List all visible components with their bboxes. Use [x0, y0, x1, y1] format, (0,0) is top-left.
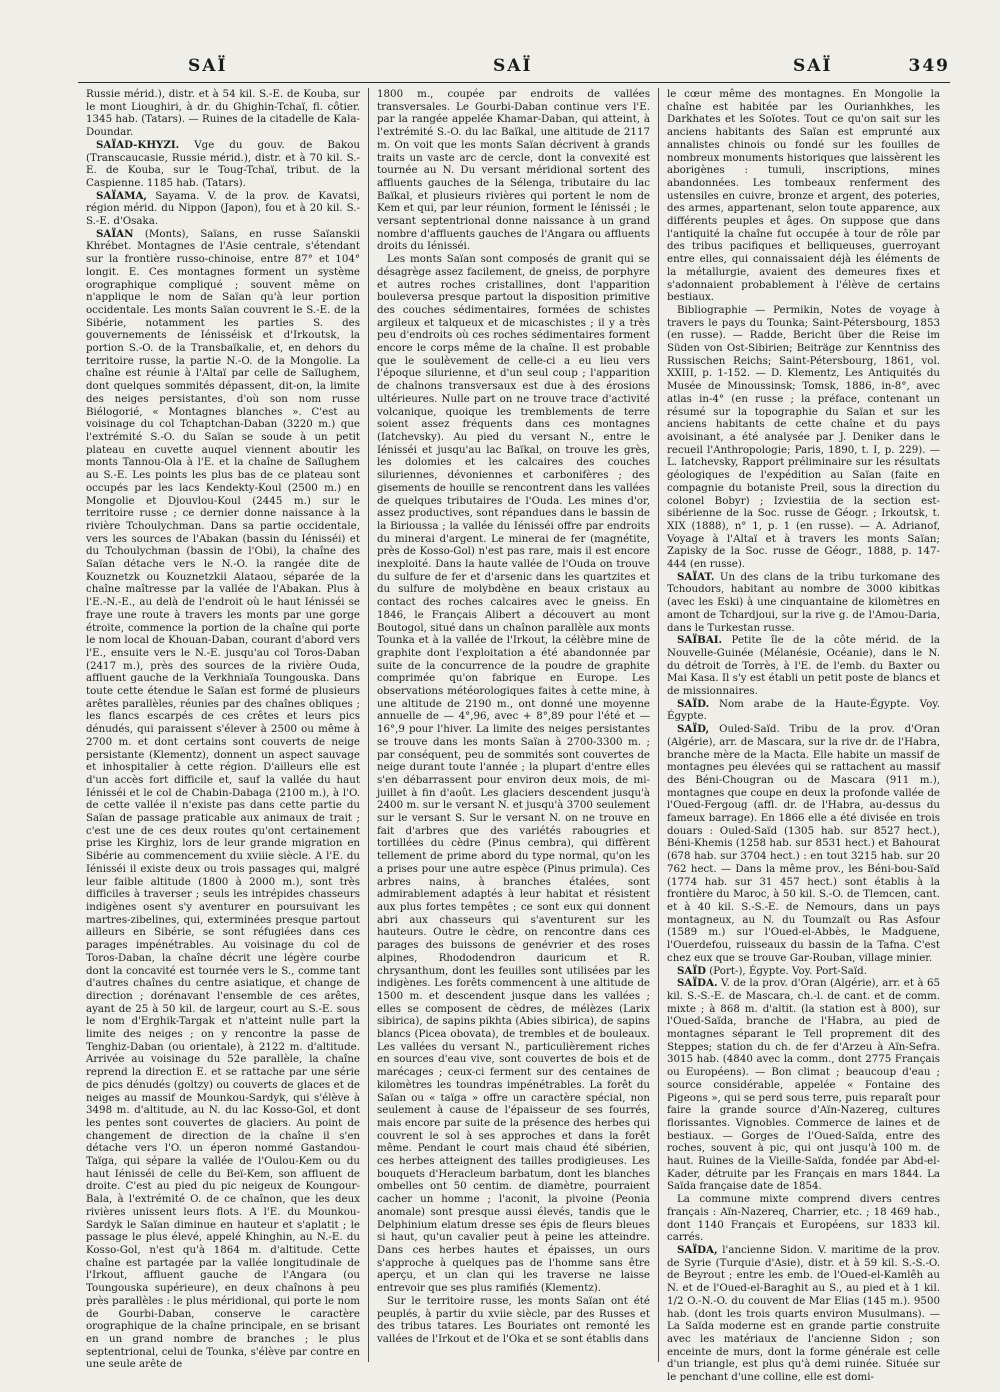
entry-text: V. de la prov. d'Oran (Algérie), arr. et à 65 kil. S.-S.-E. de Mascara, ch.-l. de cant. et de comm. mixte ; à 868 m. d'altit. (la station est à 800), sur l'Oued-Saïda, branche de l'Habra, au pied de montagnes séparant le Tell proprement dit des Steppes; station du ch. de fer d'Arzeu à Aïn-Sefra. 3015 hab. (4840 avec la comm., dont 2775 Français ou Européens). — Bon climat ; beaucoup d'eau ; source considérable, appelée « Fontaine des Pigeons », qui se perd sous terre, puis reparaît pour faire la grande source d'Aïn-Nazereg, cultures florissantes. Vignobles. Commerce de laines et de bestiaux. — Gorges de l'Oued-Saïda, entre des roches, souvent à pic, qui ont jusqu'à 100 m. de haut. Ruines de la Vieille-Saïda, fondée par Abd-el-Kader, détruite par les Français en mars 1844. La Saïda française date de 1854. [667, 977, 940, 1193]
entry-headword: SAÏAN [96, 227, 134, 240]
running-header [78, 52, 950, 83]
entry-headword: SAÏAD-KHYZI. [96, 138, 180, 151]
entry-text: Les monts Saïan sont composés de granit qui se désagrège assez facilement, de gneiss, de porphyre et autres roches cristallines, dont l'apparition bouleversa presque partout la disposition primitive des couches sédimentaires, formées de schistes argileux et talqueux et de micaschistes ; il y a très peu d'endroits où ces roches sédimentaires forment encore le corps même de la chaîne. Il est probable que le soulèvement de celle-ci a eu lieu vers l'époque silurienne, et d'un seul coup ; l'apparition de chaînons transversaux est due à des érosions ultérieures. Nulle part on ne trouve trace d'activité volcanique, quoique les tremblements de terre soient assez fréquents dans ces montagnes (Iatchevsky). Au pied du versant N., entre le Iénisséi et jusqu'au lac Baïkal, on trouve les grès, les dolomies et les calcaires des couches siluriennes, dévoniennes et carbonifères ; des gisements de houille se rencontrent dans les vallées de quelques tributaires de l'Ouda. Les mines d'or, assez productives, sont répandues dans le bassin de la Birioussa ; la vallée du Iénisséi offre par endroits du minerai d'argent. Le minerai de fer (magnétite, près de Kosso-Gol) n'est pas rare, mais il est encore inexploité. Dans la haute vallée de l'Ouda on trouve du sulfure de fer et d'arsenic dans les quartzites et du sulfure de molybdène en beaux cristaux au contact des roches calcaires avec le gneiss. En 1846, le Français Alibert a découvert au mont Boutogol, situé dans un chaînon parallèle aux monts Tounka et à la vallée de l'Irkout, la célèbre mine de graphite dont l'exploitation a été abandonnée par suite de la concurrence de la poudre de graphite comprimée qu'on fabrique en Europe. Les observations météorologiques faites à cette mine, à une altitude de 2190 m., ont donné une moyenne annuelle de — 4°,96, avec + 8°,89 pour l'été et — 16°,9 pour l'hiver. La limite des neiges persistantes se trouve dans les monts Saïan à 2700-3300 m. ; par conséquent, peu de sommités sont couvertes de neige durant toute l'année ; la plupart d'entre elles s'en débarrassent pour environ deux mois, de mi-juillet à fin d'août. Les glaciers descendent jusqu'à 2400 m. sur le versant N. et jusqu'à 3700 seulement sur le versant S. Sur le versant N. on ne trouve en fait d'arbres que des variétés rabougries et tortillées du cèdre (Pinus cembra), qui diffèrent tellement de prime abord du type normal, qu'on les a prises pour une autre espèce (Pinus primula). Ces arbres nains, à branches étalées, sont admirablement adaptés à leur habitat et résistent aux plus fortes tempêtes ; ce sont eux qui donnent abri aux chasseurs qui s'aventurent sur les hauteurs. Outre le cèdre, on rencontre dans ces parages des buissons de genévrier et des roses alpines, Rhododendron dauricum et R. chrysanthum, dont les feuilles sont utilisées par les indigènes. Les forêts commencent à une altitude de 1500 m. et descendent jusque dans les vallées ; elles se composent de cèdres, de mélèzes (Larix sibirica), de sapins pikhta (Abies sibirica), de sapins blancs (Picea obovata), de trembles et de bouleaux. Les vallées du versant N., particulièrement riches en sources d'eau vive, sont couvertes de bois et de marécages ; ceux-ci ferment sur des centaines de kilomètres les toundras impénétrables. La forêt du Saïan ou « taïga » offre un caractère spécial, non seulement à cause de l'épaisseur de ses fourrés, mais encore par suite de la présence des herbes qui couvrent le sol à ses approches et dans la forêt même. Pendant le court mais chaud été sibérien, ces herbes atteignent des tailles prodigieuses. Les bouquets d'Heracleum barbatum, dont les blanches ombelles ont 50 centim. de diamètre, pourraient cacher un homme ; l'aconit, la pivoine (Peonia anomale) sont presque aussi élevés, tandis que le Delphinium elatum dresse ses épis de fleurs bleues si haut, qu'un cavalier peut à peine les atteindre. Dans ces herbes hautes et épaisses, un ours s'approche à quelques pas de l'homme sans être aperçu, et un clan qui les traverse ne laisse entrevoir que ses plus ramifiés (Klementz). [377, 253, 650, 1295]
entry-headword: SAÏDA, [677, 1243, 718, 1256]
entry-headword: SAÏD [677, 964, 707, 977]
entry-paragraph [86, 190, 360, 228]
entry-paragraph [377, 88, 650, 253]
entry-headword: SAÏD, [677, 723, 710, 736]
entry-text: Vge du gouv. de Bakou (Transcaucasie, Russie mérid.), distr. et à 70 kil. S.-E. de Kouba, sur le Toug-Tchaï, tribut. de la Caspienne. 1185 hab. (Tatars). [86, 138, 360, 189]
entry-text: Bibliographie — Permikin, Notes de voyage à travers le pays du Tounka; Saint-Pétersbourg, 1853 (en russe). — Radde, Bericht über die Reise im Süden von Ost-Sibirien; Beiträge zur Kenntniss des Russischen Reichs; Saint-Pétersbourg, 1861, vol. XXIII, p. 1-152. — D. Klementz, Les Antiquités du Musée de Minoussinsk; Tomsk, 1886, in-8°, avec atlas in-4° (en russe ; la préface, contenant un résumé sur la topographie du Saïan et sur les anciens habitants de cette chaîne et du pays avoisinant, a été analysée par J. Deniker dans le recueil l'Anthropologie; Paris, 1890, t. I, p. 229). — L. Iatchevsky, Rapport préliminaire sur les résultats géologiques de l'expédition au Saïan (faite en compagnie du botaniste Preil, sous la direction du colonel Bobyr) ; Izviestiia de la section est-sibérienne de la Soc. russe de Géogr. ; Irkoutsk, t. XIX (1888), n° 1, p. 1 (en russe). — A. Adrianof, Voyage à l'Altaï et à travers les monts Saïan; Zapisky de la Soc. russe de Géogr., 1888, p. 147-444 (en russe). [667, 303, 940, 571]
entry-paragraph [667, 88, 940, 304]
dictionary-page [78, 52, 950, 1384]
entry-paragraph [667, 304, 940, 571]
entry-headword: SAÏDA. [677, 977, 718, 990]
entry-paragraph [86, 139, 360, 190]
entry-text: l'ancienne Sidon. V. maritime de la prov. de Syrie (Turquie d'Asie), distr. et à 59 kil. S.-S.-O. de Beyrout ; entre les emb. de l'Oued-el-Kamlêh au N. et de l'Oued-el-Baraghit au S., au pied et à 1 kil. 1/2 O.-N.-O. du couvent de Mar Elias (145 m.). 9500 hab. (dont les trois quarts environ Musulmans). — La Saïda moderne est en grande partie construite avec les matériaux de l'ancienne Sidon ; son enceinte de murs, dont la forme générale est celle d'un triangle, est plus qu'à demi ruinée. Située sur le penchant d'une colline, elle est domi- [667, 1243, 940, 1384]
entry-paragraph [667, 634, 940, 698]
entry-text: Sayama. V. de la prov. de Kavatsi, région mérid. du Nippon (Japon), fou et à 20 kil. S.-S.-E. d'Osaka. [86, 189, 360, 228]
entry-paragraph [667, 723, 940, 964]
entry-text: La commune mixte comprend divers centres français : Aïn-Nazereq, Charrier, etc. ; 18 469 hab., dont 1140 Français et Européens, sur 1833 kil. carrés. [667, 1193, 940, 1244]
entry-text: Russie mérid.), distr. et à 54 kil. S.-E. de Kouba, sur le mont Lioughiri, à dr. du Ghighin-Tchaï, fl. côtier. 1345 hab. (Tatars). — Ruines de la citadelle de Kala-Doundar. [86, 88, 360, 139]
header-left-word: SAÏ [188, 56, 228, 76]
entry-text: Petite île de la côte mérid. de la Nouvelle-Guinée (Mélanésie, Océanie), dans le N. du détroit de Torrès, à l'E. de l'emb. du Baxter ou Mai Kasa. Il s'y est établi un petit poste de blancs et de missionnaires. [667, 634, 940, 698]
entry-text: Un des clans de la tribu turkomane des Tchoudors, habitant au nombre de 3000 kibitkas (avec les Eski) à une cinquantaine de kilomètres en amont de Tchardjoui, sur la rive g. de l'Amou-Daria, dans le Turkestan russe. [667, 570, 940, 634]
entry-paragraph [667, 571, 940, 635]
entry-headword: SAÏBAI. [677, 634, 723, 647]
entry-paragraph [667, 977, 940, 1193]
column-2 [368, 88, 658, 1362]
entry-text: Ouled-Saïd. Tribu de la prov. d'Oran (Algérie), arr. de Mascara, sur la rive dr. de l'Habra, branche mère de la Macta. Elle habite un massif de montagnes peu élevées qui se rattachent au massif des Béni-Chougran ou de Mascara (911 m.), montagnes que coupe en deux la profonde vallée de l'Oued-Fergoug (affl. dr. de l'Habra, au-dessus du fameux barrage). En 1866 elle a été divisée en trois douars : Ouled-Saïd (1305 hab. sur 8527 hect.), Béni-Khemis (1258 hab. sur 8531 hect.) et Bahourat (678 hab. sur 3704 hect.) : en tout 3215 hab. sur 20 762 hect. — Dans la même prov., les Béni-bou-Saïd (1774 hab. sur 31 457 hect.) sont établis à la frontière du Maroc, à 50 kil. S.-O. de Tlemcen, cant. et à 40 kil. S.-S.-E. de Nemours, dans un pays montagneux, au N. du Toumzaït ou Ras Asfour (1589 m.) sur l'Oued-el-Abbès, le Madguene, l'Ouerdefou, ruisseaux du bassin de la Tafna. C'est chez eux que se trouve Gar-Rouban, village minier. [667, 723, 940, 964]
entry-paragraph [377, 253, 650, 1295]
entry-text: Nom arabe de la Haute-Égypte. Voy. Égypte. [667, 697, 940, 723]
entry-text: Sur le territoire russe, les monts Saïan ont été peuplés, à partir du xviie siècle, par des Russes et des tribus tatares. Les Bouriates ont remonté les vallées de l'Irkout et de l'Oka et se sont établis dans [377, 1294, 650, 1345]
page-number: 349 [908, 56, 950, 76]
entry-headword: SAÏD. [677, 697, 710, 710]
entry-paragraph [667, 1244, 940, 1384]
text-columns [78, 88, 950, 1384]
column-1 [78, 88, 368, 1371]
entry-text: (Port-), Égypte. Voy. Port-Saïd. [706, 964, 867, 977]
header-right-word: SAÏ [793, 56, 833, 76]
column-3 [658, 88, 948, 1384]
entry-paragraph [86, 228, 360, 1371]
header-center-word: SAÏ [493, 56, 533, 76]
entry-headword: SAÏAT. [677, 570, 715, 583]
entry-paragraph [86, 88, 360, 139]
entry-paragraph [667, 698, 940, 723]
entry-paragraph [377, 1295, 650, 1346]
entry-paragraph [667, 965, 940, 978]
entry-headword: SAÏAMA, [96, 189, 147, 202]
entry-text: (Monts), Saïans, en russe Saïanskii Khrébet. Montagnes de l'Asie centrale, s'étendant sur la frontière russo-chinoise, entre 87° et 104° longit. E. Ces montagnes forment un système orographique compliqué ; souvent même on n'applique le nom de Saïan qu'à leur portion occidentale. Les monts Saïan couvrent le S.-E. de la Sibérie, notamment les parties S. des gouvernements de Iénisséisk et d'Irkoutsk, la portion S.-O. de la Transbaïkalie, et, en dehors du territoire russe, la partie N.-O. de la Mongolie. La chaîne est réunie à l'Altaï par celle de Saïlughem, dont quelques sommités dépassent, dit-on, la limite des neiges persistantes, d'où son nom russe Biélogorié, « Montagnes blanches ». C'est au voisinage du col Tchaptchan-Daban (3220 m.) que l'extrémité S.-O. du Saïan se soude à un petit plateau en cuvette auquel viennent aboutir les monts Tannou-Ola à l'E. et la chaîne de Saïlughem au S.-E. Les points les plus bas de ce plateau sont occupés par les lacs Kendekty-Koul (2500 m.) en Mongolie et Djouvlou-Koul (2445 m.) sur le territoire russe ; ce dernier donne naissance à la rivière Tchoulychman. Dans sa partie occidentale, vers les sources de l'Abakan (bassin du Iénisséi) et du Tchoulychman (bassin de l'Obi), la chaîne des Saïan détache vers le N.-O. la rangée dite de Kouznetzk ou Kouznetzkii Alataou, séparée de la chaîne maîtresse par la vallée de l'Abakan. Plus à l'E.-N.-E., au delà de l'endroit où le haut Iénisséi se fraye une route à travers les monts par une gorge étroite, commence la portion de la chaîne qui porte le nom local de Khouan-Daban, courant d'abord vers l'E., ensuite vers le N.-E. jusqu'au col Toros-Daban (2417 m.), près des sources de la rivière Ouda, affluent gauche de la Verkhniaïa Toungouska. Dans toute cette étendue le Saïan est formé de plusieurs arêtes parallèles, réunies par des chaînes obliques ; les flancs escarpés de ces crêtes et leurs pics dénudés, qui paraissent s'élever à 2500 ou même à 2700 m. et dont certains sont couverts de neige persistante (Klementz), donnent un aspect sauvage et inhospitalier à cette région. D'ailleurs elle est d'un accès fort difficile et, sauf la vallée du haut Iénisséi et le col de Chabin-Dabaga (2100 m.), à l'O. de cette vallée il n'existe pas dans cette partie du Saïan de passage praticable aux animaux de trait ; c'est une de ces deux routes qu'ont certainement prise les Kirghiz, lors de leur grande migration en Sibérie au commencement du xviiie siècle. A l'E. du Iénisséi il existe deux ou trois passages qui, malgré leur faible altitude (1800 à 2000 m.), sont très difficiles à traverser ; seuls les intrépides chasseurs indigènes osent s'y aventurer en poursuivant les martres-zibelines, qui, exterminées presque partout ailleurs en Sibérie, se sont réfugiées dans ces parages impénétrables. Au voisinage du col de Toros-Daban, la chaîne décrit une légère courbe dont la concavité est tournée vers le S., comme tant d'autres chaînes du centre asiatique, et change de direction ; dorénavant l'ensemble de ces arêtes, ayant de 25 à 50 kil. de largeur, court au S.-E. sous le nom d'Erghik-Targak et n'atteint nulle part la limite des neiges ; on y rencontre la passe de Tenghiz-Daban (ou orientale), à 2122 m. d'altitude. Arrivée au voisinage du 52e parallèle, la chaîne reprend la direction E. et se rattache par une série de pics dénudés (goltzy) ou couverts de glaces et de neiges au massif de Mounkou-Sardyk, qui s'élève à 3498 m. d'altitude, au N. du lac Kosso-Gol, et dont les pentes sont couvertes de glaciers. Au point de changement de direction de la chaîne il s'en détache vers l'O. un éperon nommé Gastandou-Taïga, qui sépare la vallée de l'Oulou-Kem ou du haut Iénisséi de celle du Beï-Kem, son affluent de droite. C'est au pied du pic neigeux de Koungour-Bala, à l'extrémité O. de ce chaînon, que les deux rivières unissent leurs flots. A l'E. du Mounkou-Sardyk le Saïan diminue en hauteur et s'aplatit ; le passage le plus élevé, appelé Khinghin, au N.-E. du Kosso-Gol, n'est qu'à 1864 m. d'altitude. Cette chaîne est partagée par la vallée longitudinale de l'Irkout, affluent gauche de l'Angara (ou Toungouska supérieure), en deux chaînons à peu près parallèles : le plus méridional, qui porte le nom de Gourbi-Daban, conserve le caractère orographique de la chaîne principale, en se brisant en un grand nombre de branches ; le plus septentrional, celui de Tounka, s'élève par contre en une seule arête de [86, 227, 360, 1371]
entry-text: 1800 m., coupée par endroits de vallées transversales. Le Gourbi-Daban continue vers l'E. par la rangée appelée Khamar-Daban, qui atteint, à l'extrémité S.-O. du lac Baïkal, une altitude de 2117 m. On voit que les monts Saïan décrivent à grands traits un vaste arc de cercle, dont la convexité est tournée au N. Du versant méridional sortent des affluents gauches de la Sélenga, tributaire du lac Baïkal, et plusieurs rivières qui portent le nom de Kem et qui, par leur réunion, forment le Iénisséi ; le versant septentrional donne naissance à un grand nombre d'affluents gauches de l'Angara ou affluents droits du Iénisséi. [377, 88, 650, 253]
entry-text: le cœur même des montagnes. En Mongolie la chaîne est habitée par les Ourianhkhes, les Darkhates et les Soïotes. Tout ce qu'on sait sur les anciens habitants des Saïan est emprunté aux annalistes chinois ou fondé sur les fouilles de nombreux monuments historiques que laissèrent les aborigènes : tumuli, inscriptions, mines abandonnées. Les tombeaux renferment des ustensiles en cuivre, bronze et argent, des poteries, des armes, appartenant, selon toute apparence, aux différents peuples et âges. On suppose que dans l'antiquité la chaîne fut occupée à tour de rôle par des tribus pacifiques et belliqueuses, guerroyant entre elles, qui connaissaient déjà les éléments de la métallurgie, avaient des demeures fixes et s'adonnaient probablement à l'élève de certains bestiaux. [667, 88, 940, 304]
entry-paragraph [667, 1193, 940, 1244]
